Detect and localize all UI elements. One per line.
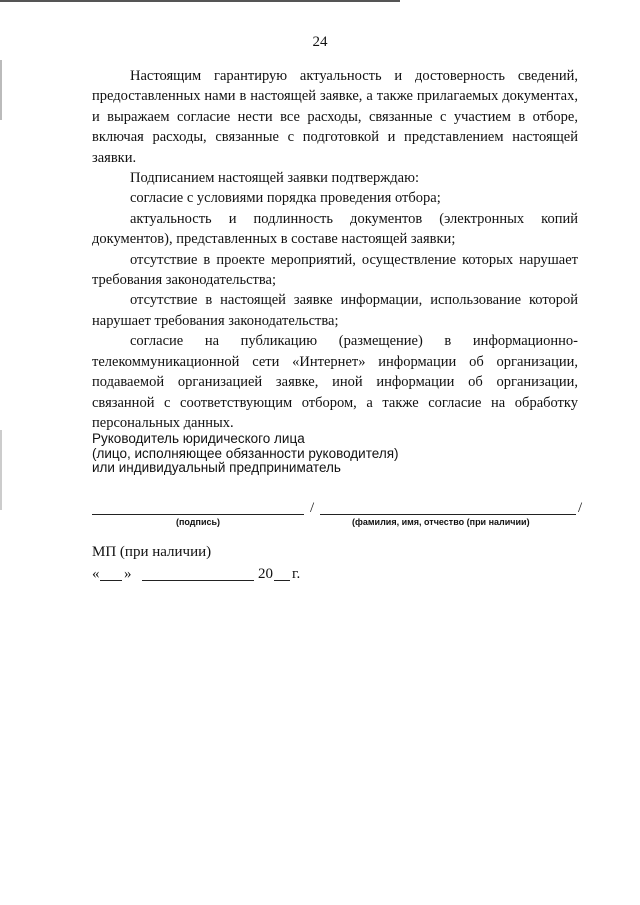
date-year-prefix: 20 <box>258 566 273 582</box>
date-open-quote: « <box>92 566 100 582</box>
full-name-field[interactable] <box>320 514 576 515</box>
signature-separator-end: / <box>578 500 583 516</box>
paragraph-item-consent: согласие на публикацию (размещение) в информационно-телекоммуникационной сети «Интернет» информации об организации, подаваемой организацией заявке, иной информации об организации, связанной с соответствующим отбором, а также согласие на обработку персональных данных. <box>92 333 578 431</box>
paragraph-item-project: отсутствие в проекте мероприятий, осуществление которых нарушает требования законодательства; <box>92 251 578 289</box>
date-year-suffix: г. <box>292 566 301 582</box>
scan-edge-left <box>0 60 2 120</box>
paragraph-item-documents: актуальность и подлинность документов (электронных копий документов), представленных в составе настоящей заявки; <box>92 210 578 248</box>
stamp-label: МП (при наличии) <box>92 544 212 560</box>
signature-caption: (подпись) <box>176 517 221 527</box>
signer-block <box>92 432 512 476</box>
paragraph-item-information: отсутствие в настоящей заявке информации, использование которой нарушает требования законодательства; <box>92 292 578 329</box>
scan-edge-left-lower <box>0 430 2 510</box>
paragraph-confirm-intro: Подписанием настоящей заявки подтверждаю: <box>130 170 419 187</box>
date-row <box>92 566 352 588</box>
paragraph-guarantee: Настоящим гарантирую актуальность и достоверность сведений, предоставленных нами в настоящей заявке, а также прилагаемых документах, и выражаем согласие нести все расходы, связанные с участием в отборе, включая расходы, связанные с подготовкой и представлением настоящей заявки. <box>92 68 578 166</box>
paragraph-item-conditions: согласие с условиями порядка проведения отбора; <box>130 190 441 207</box>
page-number: 24 <box>312 34 328 50</box>
signer-line-2: (лицо, исполняющее обязанности руководителя) <box>92 445 399 461</box>
date-day-field[interactable] <box>100 580 122 581</box>
declaration-text <box>92 66 578 433</box>
signer-line-3: или индивидуальный предприниматель <box>92 460 341 475</box>
date-year-field[interactable] <box>274 580 290 581</box>
signer-line-1: Руководитель юридического лица <box>92 431 305 446</box>
full-name-caption: (фамилия, имя, отчество (при наличии) <box>352 517 530 527</box>
scan-edge-top <box>0 0 400 2</box>
signature-field[interactable] <box>92 514 304 515</box>
date-close-quote: » <box>124 566 132 582</box>
date-month-field[interactable] <box>142 580 254 581</box>
signature-separator: / <box>310 500 315 516</box>
